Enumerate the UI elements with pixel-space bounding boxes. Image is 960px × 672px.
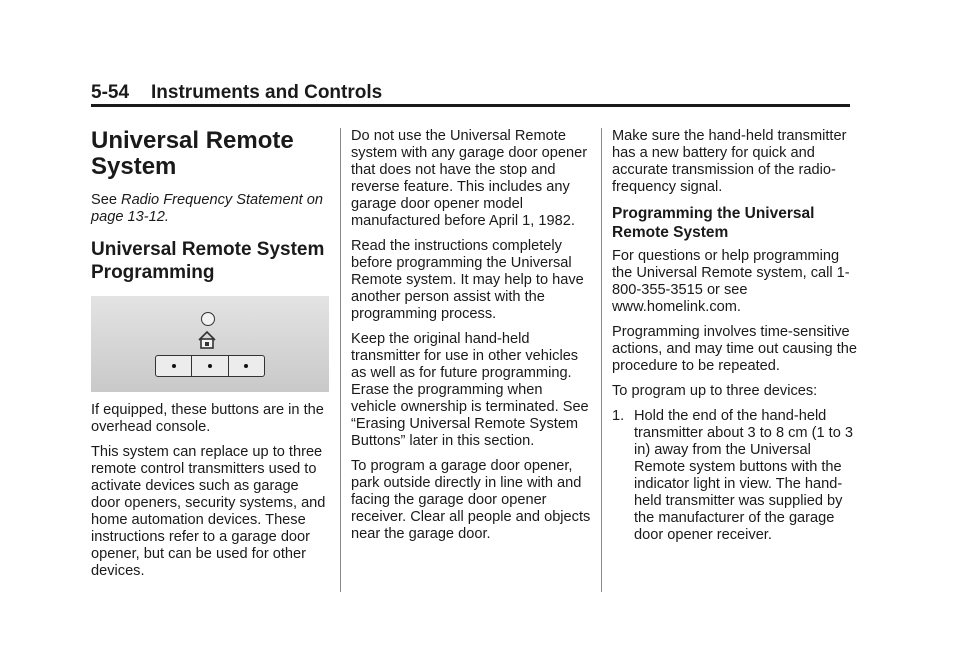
sub-heading: Programming the Universal Remote System	[612, 205, 815, 241]
paragraph: Do not use the Universal Remote system with any garage door opener that does not have the stop and reverse feature. This includes any garage door opener model manufactured before April 1, 1982.	[351, 128, 588, 229]
paragraph: This system can replace up to three remote control transmitters used to activate devices such as garage door openers, security systems, and home automation devices. These instructions refer to a garage door opener, but can be used for other devices.	[91, 444, 326, 579]
header-rule	[91, 104, 850, 107]
remote-button-icon	[172, 364, 176, 368]
column-divider	[340, 128, 341, 592]
remote-button-icon	[244, 364, 248, 368]
step-item	[612, 408, 857, 544]
paragraph: Programming involves time-sensitive actions, and may time out causing the procedure to be repeated.	[612, 324, 857, 374]
column-divider	[601, 128, 602, 592]
remote-button-1	[156, 356, 192, 376]
page-number: 5-54	[91, 82, 130, 103]
paragraph: To program up to three devices:	[612, 383, 818, 399]
indicator-light-icon	[201, 312, 215, 326]
homelink-house-icon	[197, 330, 217, 350]
remote-button-2	[192, 356, 228, 376]
remote-button-bar	[155, 355, 265, 377]
column-3	[612, 128, 857, 552]
paragraph: If equipped, these buttons are in the overhead console.	[91, 402, 324, 435]
paragraph: Keep the original hand-held transmitter for use in other vehicles as well as for future programming. Erase the programming when vehicle ownership is terminated. See “Erasing Universal Remote System Buttons” later in this section.	[351, 331, 589, 449]
sub-heading: Universal Remote System Programming	[91, 239, 325, 283]
paragraph: To program a garage door opener, park outside directly in line with and facing the garage door opener receiver. Clear all people and objects near the garage door.	[351, 458, 591, 542]
remote-button-3	[229, 356, 264, 376]
remote-button-icon	[208, 364, 212, 368]
column-2	[351, 128, 591, 551]
intro-paragraph: Make sure the hand-held transmitter has a new battery for quick and accurate transmission of the radio-frequency signal.	[612, 128, 847, 195]
column-1	[91, 128, 331, 588]
paragraph: Read the instructions completely before programming the Universal Remote system. It may help to have another person assist with the programming process.	[351, 238, 584, 322]
main-heading: Universal Remote System	[91, 127, 294, 180]
step-number: 1.	[612, 408, 625, 424]
paragraph: For questions or help programming the Universal Remote system, call 1-800-355-3515 or see www.homelink.com.	[612, 248, 850, 315]
reference-link: Radio Frequency Statement on page 13-12.	[91, 192, 324, 225]
see-reference: See Radio Frequency Statement on page 13-12.	[91, 192, 324, 225]
step-text: Hold the end of the hand-held transmitter about 3 to 8 cm (1 to 3 in) away from the Universal Remote system buttons with the indicator light in view. The hand-held transmitter was supplied by the manufacturer of the garage door opener receiver.	[634, 408, 854, 543]
page-header	[91, 82, 382, 104]
buttons-figure	[91, 296, 329, 392]
section-title: Instruments and Controls	[151, 82, 383, 103]
